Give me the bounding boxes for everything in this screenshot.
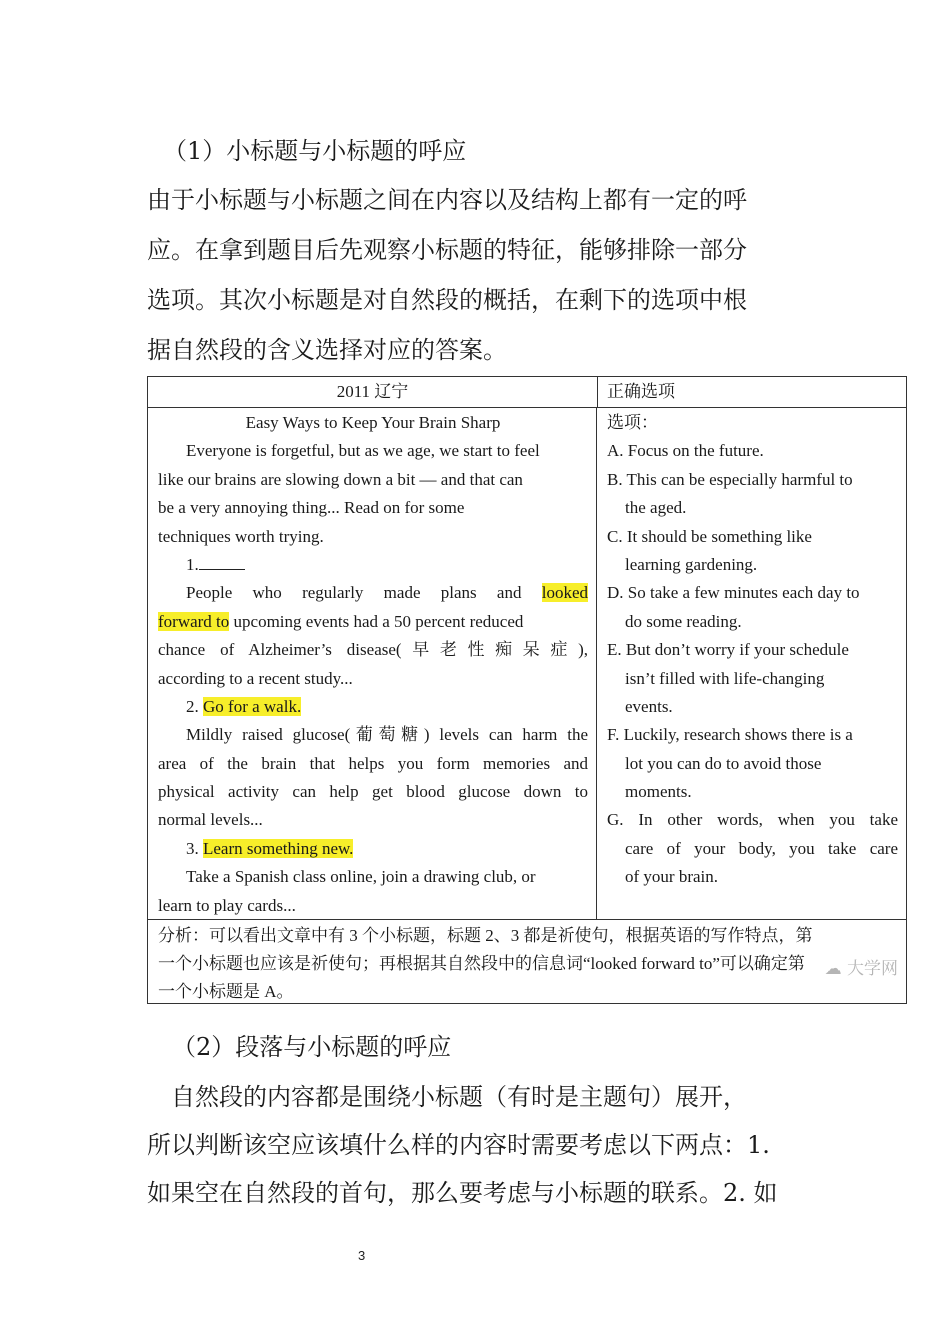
answer-blank bbox=[199, 553, 245, 570]
option-e: E. But don’t worry if your schedule bbox=[607, 640, 849, 660]
example-table bbox=[147, 376, 907, 1004]
passage-line: Mildly raised glucose(葡萄糖) levels can harm the bbox=[186, 725, 588, 745]
para-line: 如果空在自然段的首句，那么要考虑与小标题的联系。2. 如 bbox=[147, 1179, 778, 1207]
note-line: 一个小标题是 A。 bbox=[158, 982, 294, 1001]
option-g-cont: of your brain. bbox=[625, 867, 719, 887]
option-b-cont: the aged. bbox=[625, 498, 687, 518]
option-f-cont: lot you can do to avoid those bbox=[625, 753, 822, 773]
watermark bbox=[825, 954, 898, 979]
option-g-cont: care of your body, you take care bbox=[625, 838, 898, 858]
passage-line: learn to play cards... bbox=[158, 895, 296, 915]
options-label: 选项： bbox=[607, 413, 658, 432]
passage-line bbox=[158, 608, 588, 636]
highlighted-text: Learn something new. bbox=[203, 838, 354, 858]
para-line: 据自然段的含义选择对应的答案。 bbox=[147, 336, 507, 364]
wechat-icon: ☁ bbox=[824, 959, 842, 979]
option-c-cont: learning gardening. bbox=[625, 554, 758, 574]
question-number: 2. bbox=[186, 696, 203, 716]
para-line: 自然段的内容都是围绕小标题（有时是主题句）展开， bbox=[171, 1083, 747, 1111]
passage-line: Everyone is forgetful, but as we age, we start to feel bbox=[186, 441, 540, 461]
section2-paragraph bbox=[147, 1072, 807, 1216]
options-cell bbox=[597, 407, 906, 919]
blank-question-1 bbox=[158, 551, 588, 579]
analysis-note bbox=[148, 919, 906, 1003]
highlighted-text: looked bbox=[541, 583, 588, 603]
subheading-2 bbox=[158, 693, 588, 721]
option-f: F. Luckily, research shows there is a bbox=[607, 725, 853, 745]
page-number: 3 bbox=[358, 1248, 366, 1263]
para-line: 所以判断该空应该填什么样的内容时需要考虑以下两点：1. bbox=[147, 1131, 770, 1159]
section2-heading: （2）段落与小标题的呼应 bbox=[172, 1033, 452, 1061]
option-g: G. In other words, when you take bbox=[607, 810, 898, 830]
passage-title: Easy Ways to Keep Your Brain Sharp bbox=[245, 413, 501, 432]
highlighted-text: forward to bbox=[158, 611, 230, 631]
table-header-answers: 正确选项 bbox=[597, 377, 906, 408]
passage-line bbox=[158, 579, 588, 607]
passage-line: according to a recent study... bbox=[158, 668, 353, 688]
note-line: 一个小标题也应该是祈使句；再根据其自然段中的信息词“looked forward to”可以确定第 bbox=[158, 954, 805, 973]
option-e-cont: isn’t filled with life-changing bbox=[625, 668, 825, 688]
para-line: 选项。其次小标题是对自然段的概括，在剩下的选项中根 bbox=[147, 286, 747, 314]
option-b: B. This can be especially harmful to bbox=[607, 469, 853, 489]
option-c: C. It should be something like bbox=[607, 526, 812, 546]
subheading-3 bbox=[158, 835, 588, 863]
highlighted-text: Go for a walk. bbox=[203, 696, 302, 716]
passage-line: be a very annoying thing... Read on for some bbox=[158, 498, 465, 518]
passage-text: People who regularly made plans and bbox=[186, 583, 542, 603]
question-number: 3. bbox=[186, 838, 203, 858]
para-line: 由于小标题与小标题之间在内容以及结构上都有一定的呼 bbox=[147, 186, 747, 214]
section1-heading: （1）小标题与小标题的呼应 bbox=[163, 137, 467, 165]
passage-text: upcoming events had a 50 percent reduced bbox=[229, 611, 524, 631]
question-number: 1. bbox=[186, 554, 199, 574]
option-a: A. Focus on the future. bbox=[607, 441, 764, 461]
option-d-cont: do some reading. bbox=[625, 611, 742, 631]
watermark-text: 大学网 bbox=[847, 959, 898, 979]
passage-line: physical activity can help get blood glucose down to bbox=[158, 782, 588, 802]
option-d: D. So take a few minutes each day to bbox=[607, 583, 860, 603]
option-f-cont: moments. bbox=[625, 782, 692, 802]
para-line: 应。在拿到题目后先观察小标题的特征，能够排除一部分 bbox=[147, 236, 747, 264]
passage-line: normal levels... bbox=[158, 810, 263, 830]
option-e-cont: events. bbox=[625, 696, 673, 716]
note-line: 分析：可以看出文章中有 3 个小标题，标题 2、3 都是祈使句，根据英语的写作特点，第 bbox=[158, 926, 813, 945]
passage-line: techniques worth trying. bbox=[158, 526, 324, 546]
passage-line: Take a Spanish class online, join a drawing club, or bbox=[186, 867, 536, 887]
passage-line: chance of Alzheimer’s disease(早老性痴呆症), bbox=[158, 640, 588, 660]
passage-line: like our brains are slowing down a bit — and that can bbox=[158, 469, 523, 489]
section1-paragraph bbox=[147, 175, 807, 375]
table-header-source: 2011 辽宁 bbox=[148, 377, 598, 408]
passage-cell bbox=[148, 407, 597, 919]
passage-line: area of the brain that helps you form memories and bbox=[158, 753, 588, 773]
